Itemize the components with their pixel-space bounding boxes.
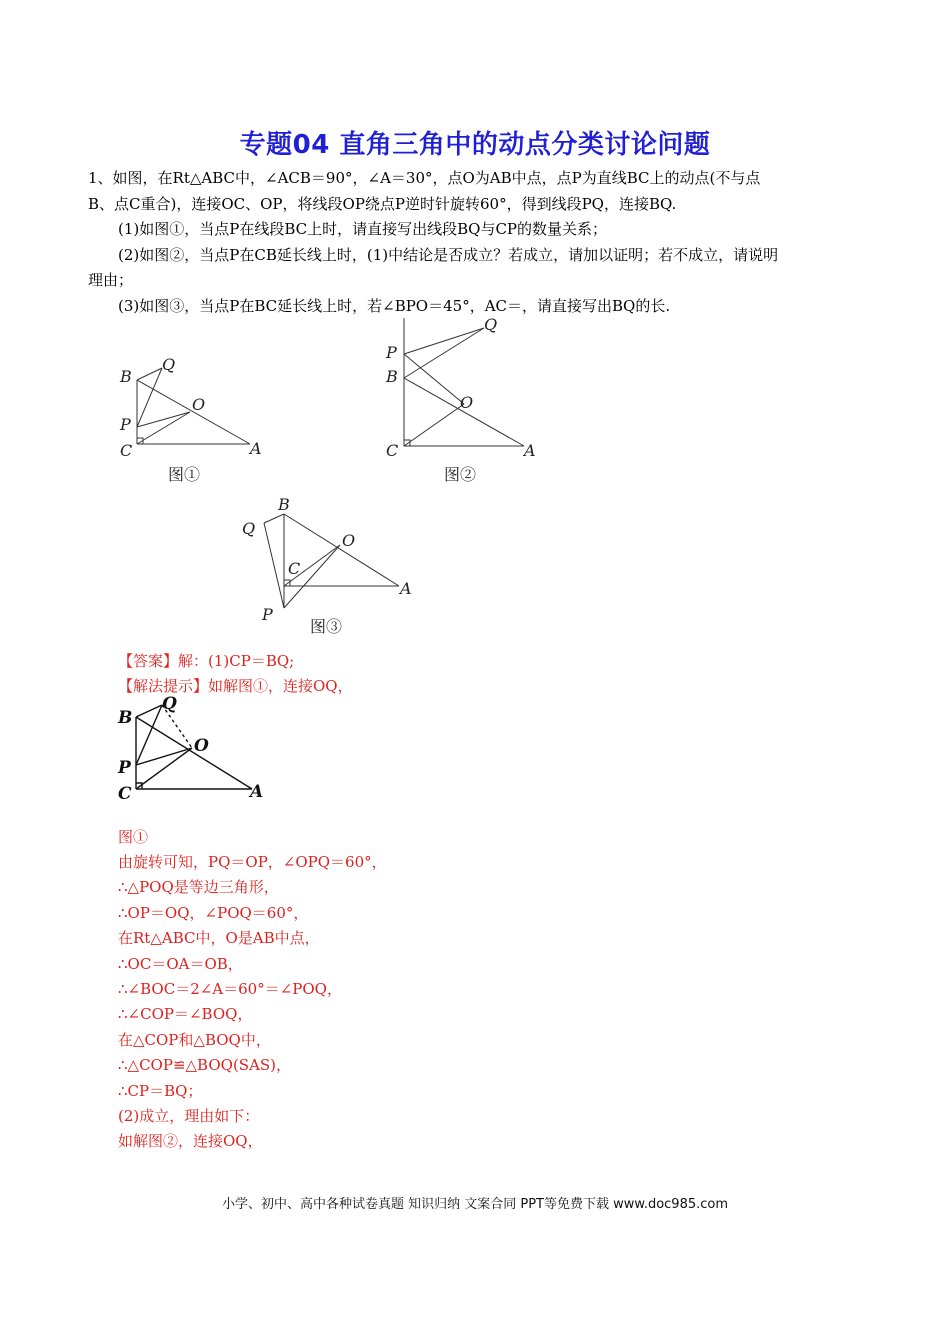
footer: 小学、初中、高中各种试卷真题 知识归纳 文案合同 PPT等免费下载 www.doc985.com [221, 1197, 729, 1212]
solution-step: ∴OC＝OA＝OB， [118, 955, 243, 973]
label-P: P [262, 605, 273, 624]
label-A: A [400, 579, 412, 598]
label-B: B [118, 708, 133, 728]
figure-2 [378, 310, 548, 490]
label-A: A [250, 439, 262, 458]
label-A: A [524, 441, 536, 460]
label-B: B [278, 495, 290, 514]
label-P: P [386, 343, 397, 362]
question-2: (2)如图②，当点P在CB延长线上时，(1)中结论是否成立？若成立，请加以证明；若不成立，请说明 [118, 246, 779, 264]
figure-2-caption: 图② [444, 465, 477, 484]
figure-1-caption: 图① [168, 465, 201, 484]
label-C: C [288, 559, 301, 578]
answer-line-2: 【解法提示】如解图①，连接OQ， [118, 677, 353, 695]
solution-caption: 图① [118, 828, 149, 846]
solution-step: ∴∠BOC＝2∠A＝60°＝∠POQ， [118, 980, 342, 998]
solution-step: 由旋转可知，PQ＝OP，∠OPQ＝60°， [118, 853, 387, 871]
solution-figure-1 [112, 693, 272, 808]
solution-step: (2)成立，理由如下： [118, 1107, 260, 1125]
label-Q: Q [162, 694, 177, 714]
solution-step: 在△COP和△BOQ中， [118, 1031, 271, 1049]
solution-step: ∴∠COP＝∠BOQ， [118, 1005, 253, 1023]
label-O: O [460, 393, 474, 412]
label-Q: Q [242, 519, 256, 538]
solution-step: ∴△COP≌△BOQ(SAS)， [118, 1056, 292, 1074]
label-C: C [120, 441, 133, 460]
label-A: A [250, 782, 264, 802]
label-B: B [120, 367, 132, 386]
label-O: O [194, 736, 209, 756]
page-title: 专题04 直角三角中的动点分类讨论问题 [239, 130, 711, 160]
solution-step: ∴△POQ是等边三角形， [118, 878, 279, 896]
question-3: (3)如图③，当点P在BC延长线上时，若∠BPO＝45°，AC＝，请直接写出BQ的长. [118, 297, 671, 315]
label-P: P [118, 758, 131, 778]
solution-step: 如解图②，连接OQ， [118, 1132, 263, 1150]
label-Q: Q [484, 315, 498, 334]
label-Q: Q [162, 355, 176, 374]
solution-step: ∴CP＝BQ； [118, 1082, 203, 1100]
label-P: P [120, 415, 131, 434]
question-2-cont: 理由； [88, 271, 134, 289]
solution-step: ∴OP＝OQ，∠POQ＝60°， [118, 904, 309, 922]
label-C: C [118, 784, 132, 804]
label-B: B [386, 367, 398, 386]
label-O: O [342, 531, 356, 550]
label-O: O [192, 395, 206, 414]
figure-3-caption: 图③ [310, 617, 343, 636]
problem-line-2: B、点C重合)，连接OC、OP，将线段OP绕点P逆时针旋转60°，得到线段PQ，连接BQ. [88, 195, 677, 213]
label-C: C [386, 441, 399, 460]
answer-line-1: 【答案】解：(1)CP＝BQ; [118, 652, 295, 670]
question-1: (1)如图①，当点P在线段BC上时，请直接写出线段BQ与CP的数量关系； [118, 220, 608, 238]
figure-1 [110, 350, 280, 490]
problem-line-1: 1、如图，在Rt△ABC中，∠ACB＝90°，∠A＝30°，点O为AB中点，点P为直线BC上的动点(不与点 [88, 169, 761, 187]
figure-3 [236, 490, 426, 640]
solution-step: 在Rt△ABC中，O是AB中点， [118, 929, 320, 947]
